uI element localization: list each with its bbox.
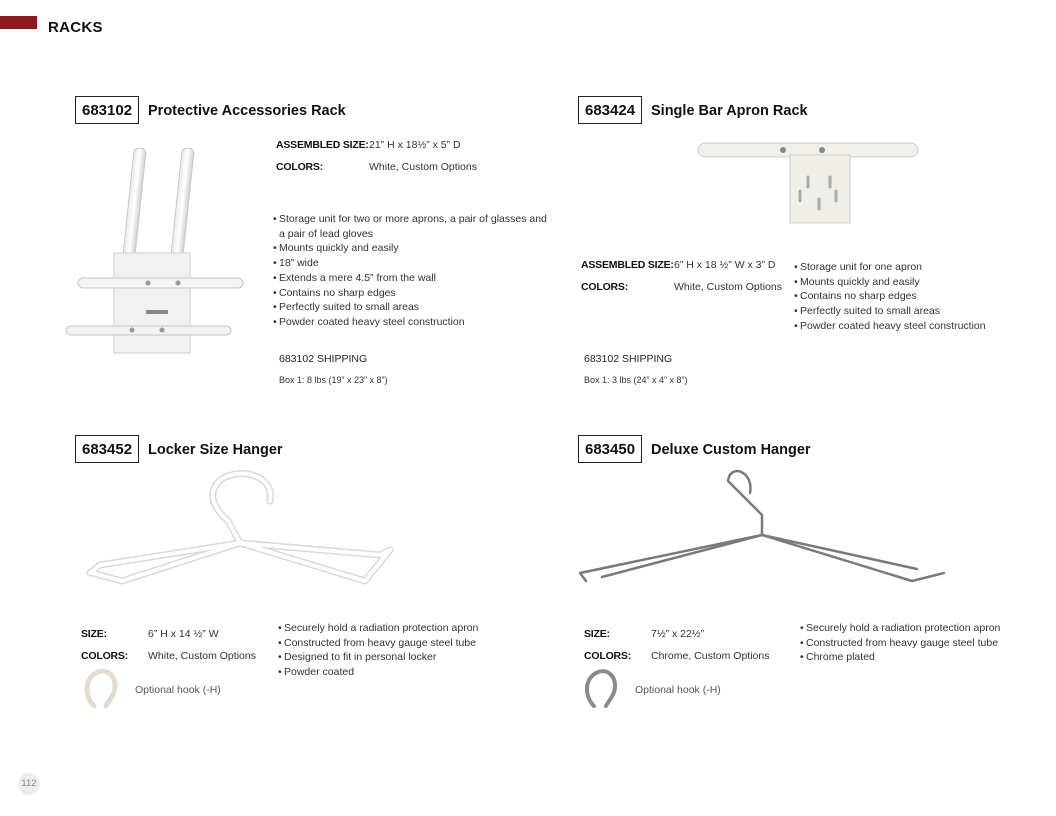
feature-list (273, 212, 553, 330)
shipping-title: 683102 SHIPPING (584, 353, 673, 365)
feature-item: • Contains no sharp edges (794, 289, 1034, 304)
feature-item: • Designed to fit in personal locker (278, 650, 518, 665)
shipping-title: 683102 SHIPPING (279, 353, 368, 365)
feature-item: • Perfectly suited to small areas (273, 300, 553, 315)
spec-value: 21” H x 18½” x 5” D (369, 139, 461, 151)
deluxe-hanger-image (572, 465, 952, 595)
feature-item: • Constructed from heavy gauge steel tube (800, 636, 1040, 651)
spec-value: White, Custom Options (369, 161, 477, 173)
feature-item: • Powder coated heavy steel construction (794, 319, 1034, 334)
spec-label: SIZE: (81, 628, 107, 640)
spec-label: COLORS: (276, 161, 324, 173)
feature-list (278, 621, 518, 680)
product-code-683102: 683102 (75, 96, 139, 124)
feature-item: • Contains no sharp edges (273, 286, 553, 301)
feature-item: • Storage unit for two or more aprons, a pair of glasses and (273, 212, 553, 227)
optional-hook-label: Optional hook (-H) (135, 684, 221, 696)
shipping-box: Box 1: 8 lbs (19” x 23” x 8”) (279, 375, 388, 385)
product-code-683424: 683424 (578, 96, 642, 124)
product-code-683452: 683452 (75, 435, 139, 463)
spec-value: 6” H x 18 ½” W x 3” D (674, 259, 776, 271)
feature-item-continued: a pair of lead gloves (279, 227, 373, 240)
page-title: RACKS (48, 19, 103, 36)
apron-rack-image (690, 135, 930, 230)
page-number: 112 (18, 773, 40, 795)
spec-label: ASSEMBLED SIZE: (581, 259, 674, 271)
feature-list (800, 621, 1040, 665)
header-accent-bar (0, 16, 37, 29)
feature-item: • Constructed from heavy gauge steel tube (278, 636, 518, 651)
spec-label: SIZE: (584, 628, 610, 640)
feature-item: • Extends a mere 4.5” from the wall (273, 271, 553, 286)
product-name: Deluxe Custom Hanger (651, 442, 811, 458)
feature-item: • Storage unit for one apron (794, 260, 1034, 275)
feature-list (794, 260, 1034, 334)
spec-value: White, Custom Options (148, 650, 256, 662)
spec-label: COLORS: (584, 650, 632, 662)
feature-item: • Perfectly suited to small areas (794, 304, 1034, 319)
feature-item: • Securely hold a radiation protection apron (278, 621, 518, 636)
spec-label: COLORS: (581, 281, 629, 293)
spec-label: ASSEMBLED SIZE: (276, 139, 369, 151)
product-name: Single Bar Apron Rack (651, 103, 808, 119)
spec-value: White, Custom Options (674, 281, 782, 293)
feature-item: • Mounts quickly and easily (794, 275, 1034, 290)
spec-value: Chrome, Custom Options (651, 650, 770, 662)
feature-item: • Mounts quickly and easily (273, 241, 553, 256)
product-name: Protective Accessories Rack (148, 103, 346, 119)
feature-item: • Powder coated (278, 665, 518, 680)
locker-hanger-image (80, 465, 400, 595)
spec-value: 6” H x 14 ½” W (148, 628, 219, 640)
feature-item: • Securely hold a radiation protection apron (800, 621, 1040, 636)
optional-hook-icon (582, 666, 620, 712)
feature-item: • Powder coated heavy steel construction (273, 315, 553, 330)
product-name: Locker Size Hanger (148, 442, 283, 458)
feature-item: • Chrome plated (800, 650, 1040, 665)
optional-hook-icon (82, 666, 120, 712)
shipping-box: Box 1: 3 lbs (24” x 4” x 8”) (584, 375, 688, 385)
spec-value: 7½” x 22½” (651, 628, 705, 640)
optional-hook-label: Optional hook (-H) (635, 684, 721, 696)
spec-label: COLORS: (81, 650, 129, 662)
accessories-rack-image (62, 138, 247, 358)
product-code-683450: 683450 (578, 435, 642, 463)
feature-item: • 18” wide (273, 256, 553, 271)
